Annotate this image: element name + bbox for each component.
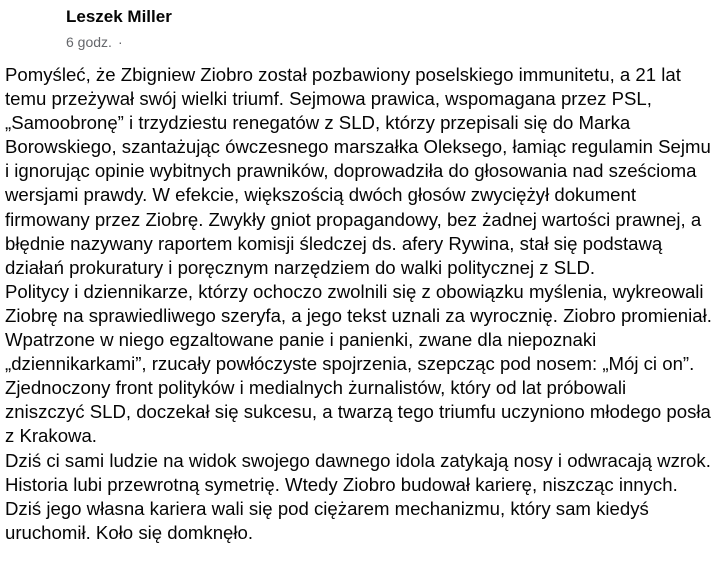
post-line: działań prokuratury i poręcznym narzędziem do walki politycznej z SLD.	[5, 256, 596, 278]
post-line: Wpatrzone w niego egzaltowane panie i panienki, zwane dla niepoznaki	[5, 329, 597, 351]
meta-separator: ·	[117, 34, 123, 50]
post-header	[66, 5, 706, 51]
post-line: Dziś jego własna kariera wali się pod ciężarem mechanizmu, który sam kiedyś	[5, 497, 649, 519]
post-line: „Samoobronę” i trzydziestu renegatów z SLD, którzy przepisali się do Marka	[5, 112, 631, 134]
post-line: z Krakowa.	[5, 425, 97, 447]
post-line: błędnie nazywany raportem komisji śledczej ds. afery Rywina, stał się podstawą	[5, 232, 663, 254]
post-line: temu przeżywał swój wielki triumf. Sejmowa prawica, wspomagana przez PSL,	[5, 88, 652, 110]
post-line: Historia lubi przewrotną symetrię. Wtedy Ziobro budował karierę, niszcząc innych.	[5, 473, 678, 495]
post-meta	[66, 33, 706, 51]
post-line: Dziś ci sami ludzie na widok swojego dawnego idola zatykają nosy i odwracają wzrok.	[5, 449, 711, 471]
post-line: Pomyśleć, że Zbigniew Ziobro został pozbawiony poselskiego immunitetu, a 21 lat	[5, 64, 681, 85]
post-line: „dziennikarkami”, rzucały powłóczyste spojrzenia, szepcząc pod nosem: „Mój ci on”.	[5, 353, 695, 375]
post-line: Ziobrę na sprawiedliwego szeryfa, a jego tekst uznali za wyrocznię. Ziobro promieniał.	[5, 304, 712, 326]
post-line: wersjami prawdy. W efekcie, większością dwóch głosów zwyciężył dokument	[5, 184, 637, 206]
post-timestamp[interactable]: 6 godz.	[66, 34, 112, 50]
post-text	[5, 63, 717, 545]
post-line: zniszczyć SLD, doczekał się sukcesu, a twarzą tego triumfu uczyniono młodego posła	[5, 401, 711, 423]
post-line: Zjednoczony front polityków i medialnych żurnalistów, który od lat próbowali	[5, 377, 627, 399]
post-line: uruchomił. Koło się domknęło.	[5, 521, 254, 543]
author-name[interactable]: Leszek Miller	[66, 7, 172, 26]
post-line: firmowany przez Ziobrę. Zwykły gniot propagandowy, bez żadnej wartości prawnej, a	[5, 208, 702, 230]
post-line: i ignorując opinie wybitnych prawników, doprowadziła do głosowania nad sześcioma	[5, 160, 697, 182]
post-line: Politycy i dziennikarze, którzy ochoczo zwolnili się z obowiązku myślenia, wykreowali	[5, 280, 704, 302]
post-line: Borowskiego, szantażując ówczesnego marszałka Oleksego, łamiąc regulamin Sejmu	[5, 136, 711, 158]
